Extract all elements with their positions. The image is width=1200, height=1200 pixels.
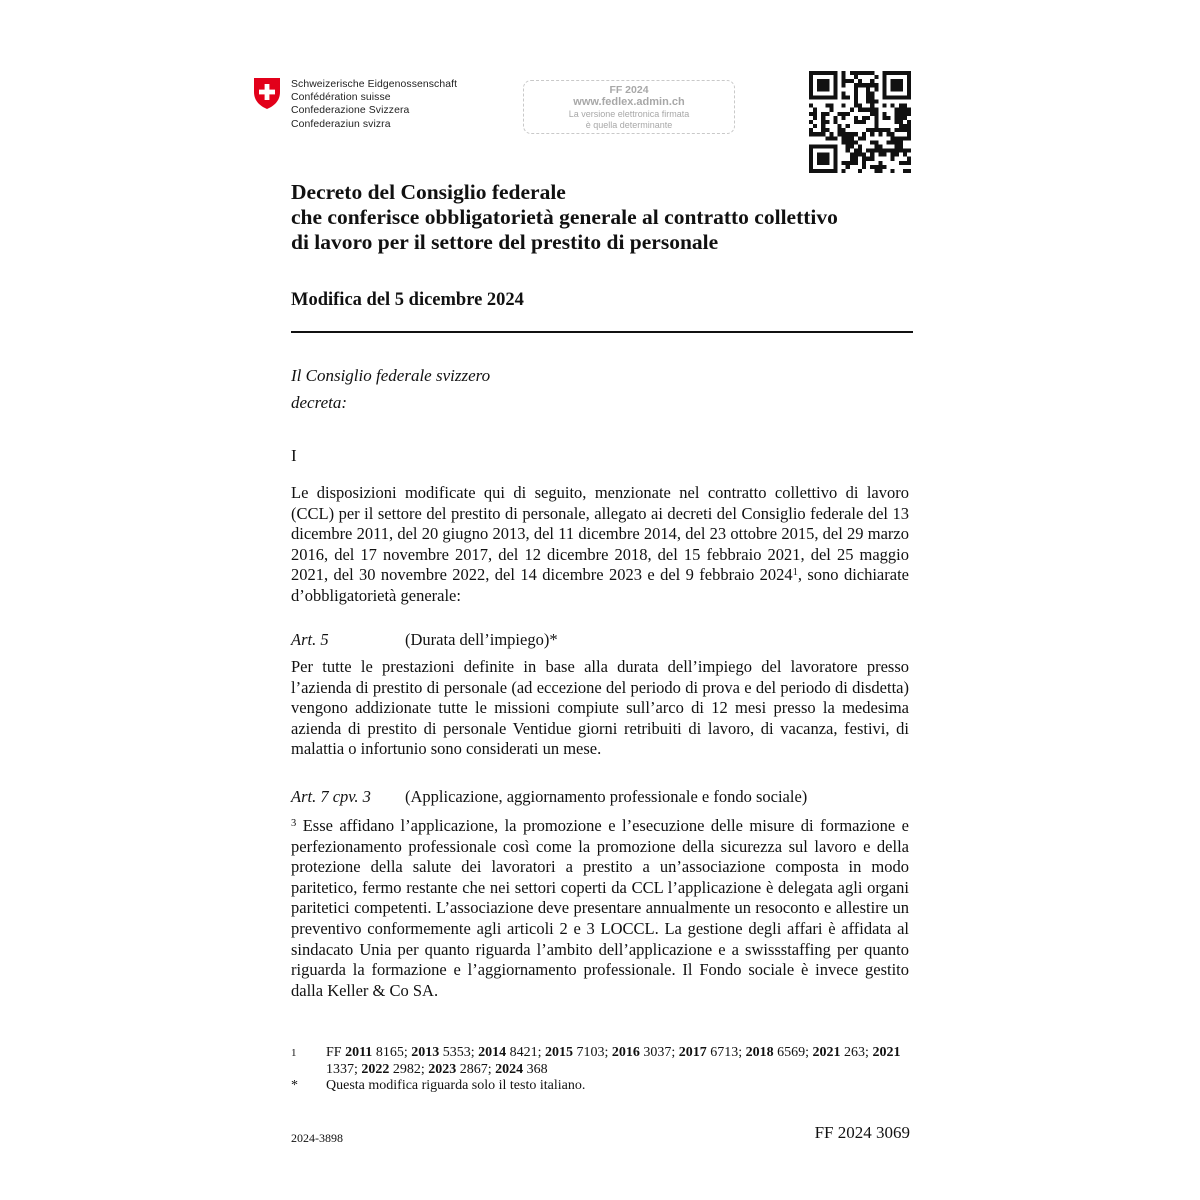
stamp-url: www.fedlex.admin.ch bbox=[573, 96, 685, 108]
preamble-decrees: decreta: bbox=[291, 393, 348, 412]
reference-year: 2022 bbox=[361, 1061, 390, 1077]
paragraph-text: Le disposizioni modificate qui di seguito, menzionate nel contratto collettivo di lavoro (CCL) per il settore del prestito di personale, allegato ai decreti del Consiglio federale del 13 dicembre 2011, del 20 giugno 2013, del 11 dicembre 2014, del 23 ottobre 2015, del 29 marzo 2016, del 17 novembre 2017, del 12 dicembre 2018, del 15 febbraio 2021, del 25 maggio 2021, del 30 novembre 2022, del 14 dicembre 2023 e del 9 febbraio 2024 bbox=[291, 483, 909, 585]
stamp-note-2: è quella determinante bbox=[585, 120, 673, 130]
title-line-2: che conferisce obbligatorietà generale al contratto collettivo bbox=[291, 205, 838, 229]
confederation-name-rm: Confederaziun svizra bbox=[291, 118, 391, 130]
preamble-authority: Il Consiglio federale svizzero bbox=[291, 366, 491, 385]
article-5-heading bbox=[291, 630, 558, 650]
title-line-1: Decreto del Consiglio federale bbox=[291, 180, 566, 204]
section-number: I bbox=[291, 446, 297, 465]
reference-year: 2011 bbox=[345, 1045, 373, 1060]
article-number: Art. 7 cpv. 3 bbox=[291, 787, 371, 806]
footnote-2 bbox=[291, 1078, 911, 1095]
confederation-name-de: Schweizerische Eidgenossenschaft bbox=[291, 79, 458, 90]
page-reference: FF 2024 3069 bbox=[814, 1123, 910, 1142]
article-7-heading bbox=[291, 787, 807, 807]
reference-year: 2023 bbox=[428, 1061, 457, 1077]
stamp-ref: FF 2024 bbox=[609, 84, 649, 96]
modification-date: Modifica del 5 dicembre 2024 bbox=[291, 290, 524, 310]
reference-year: 2021 bbox=[872, 1045, 901, 1060]
title-line-3: di lavoro per il settore del prestito di personale bbox=[291, 230, 719, 254]
swiss-coat-of-arms-icon bbox=[252, 77, 282, 110]
footnote-text: FF 2011 8165; 2013 5353; 2014 8421; 2015 7103; 2016 3037; 2017 6713; 2018 6569; 2021 263; 2021 1337; 2022 2982; 2023 2867; 2024 368 bbox=[326, 1045, 901, 1077]
footnote-ref-1: 1 bbox=[792, 567, 798, 579]
paragraph-tail: , sono dichiarate d’obbligatorietà generale: bbox=[291, 565, 909, 605]
article-title: (Durata dell’impiego)* bbox=[405, 630, 558, 649]
article-number: Art. 5 bbox=[291, 630, 329, 649]
confederation-name-fr: Confédération suisse bbox=[291, 92, 391, 104]
paragraph-number: 3 bbox=[291, 818, 297, 829]
stamp-note-1: La versione elettronica firmata bbox=[568, 109, 690, 119]
paragraph-text: Esse affidano l’applicazione, la promozione e l’esecuzione delle misure di formazione e perfezionamento professionale così come la promozione della sicurezza sul lavoro e della protezione della salute dei lavoratori a prestito a un’associazione composta in modo paritetico, fermo restante che nei settori coperti da CCL l’applicazione è delegata agli organi paritetici competenti. L’associazione deve presentare annualmente un resoconto e allestire un preventivo conformemente agli articoli 2 e 3 LOCCL. La gestione degli affari è affidata al sindacato Unia per quanto riguarda l’ambito dell’applicazione e a swissstaffing per quanto riguarda la formazione e l’aggiornamento professionale. Il Fondo sociale è invece gestito dalla Keller & Co SA. bbox=[291, 816, 909, 1000]
qr-code-icon bbox=[809, 71, 911, 173]
footnote-mark: 1 bbox=[291, 1047, 297, 1059]
reference-year: 2014 bbox=[478, 1045, 507, 1060]
footnote-mark: * bbox=[291, 1078, 298, 1093]
reference-year: 2015 bbox=[544, 1045, 573, 1060]
article-title: (Applicazione, aggiornamento professionale e fondo sociale) bbox=[405, 787, 808, 806]
reference-year: 2021 bbox=[812, 1045, 841, 1060]
confederation-names bbox=[291, 78, 457, 131]
reference-year: 2018 bbox=[745, 1045, 774, 1060]
reference-year: 2017 bbox=[678, 1045, 707, 1060]
document-number: 2024-3898 bbox=[291, 1131, 343, 1145]
introductory-paragraph bbox=[291, 483, 909, 607]
article-7-text bbox=[291, 816, 909, 1001]
preamble bbox=[291, 362, 490, 416]
reference-year: 2013 bbox=[411, 1045, 440, 1060]
footnotes bbox=[291, 1045, 911, 1095]
article-5-text: Per tutte le prestazioni definite in base alla durata dell’impiego del lavoratore presso l’azienda di prestito di personale (ad eccezione del periodo di prova e del periodo di disdetta) vengono addizionate tutte le missioni compiute sull’arco di 12 mesi presso la medesima azienda di prestito di personale Ventidue giorni retribuiti di lavoro, di vacanza, festivi, di malattia o infortunio sono considerati un mese. bbox=[291, 657, 909, 759]
reference-year: 2016 bbox=[611, 1045, 640, 1060]
document-title bbox=[291, 180, 931, 255]
confederation-name-it: Confederazione Svizzera bbox=[291, 105, 410, 117]
title-divider bbox=[291, 331, 913, 333]
reference-year: 2024 bbox=[495, 1061, 524, 1077]
footnote-1 bbox=[291, 1045, 911, 1078]
electronic-signature-stamp bbox=[523, 80, 735, 134]
footnote-text: Questa modifica riguarda solo il testo italiano. bbox=[326, 1078, 586, 1093]
